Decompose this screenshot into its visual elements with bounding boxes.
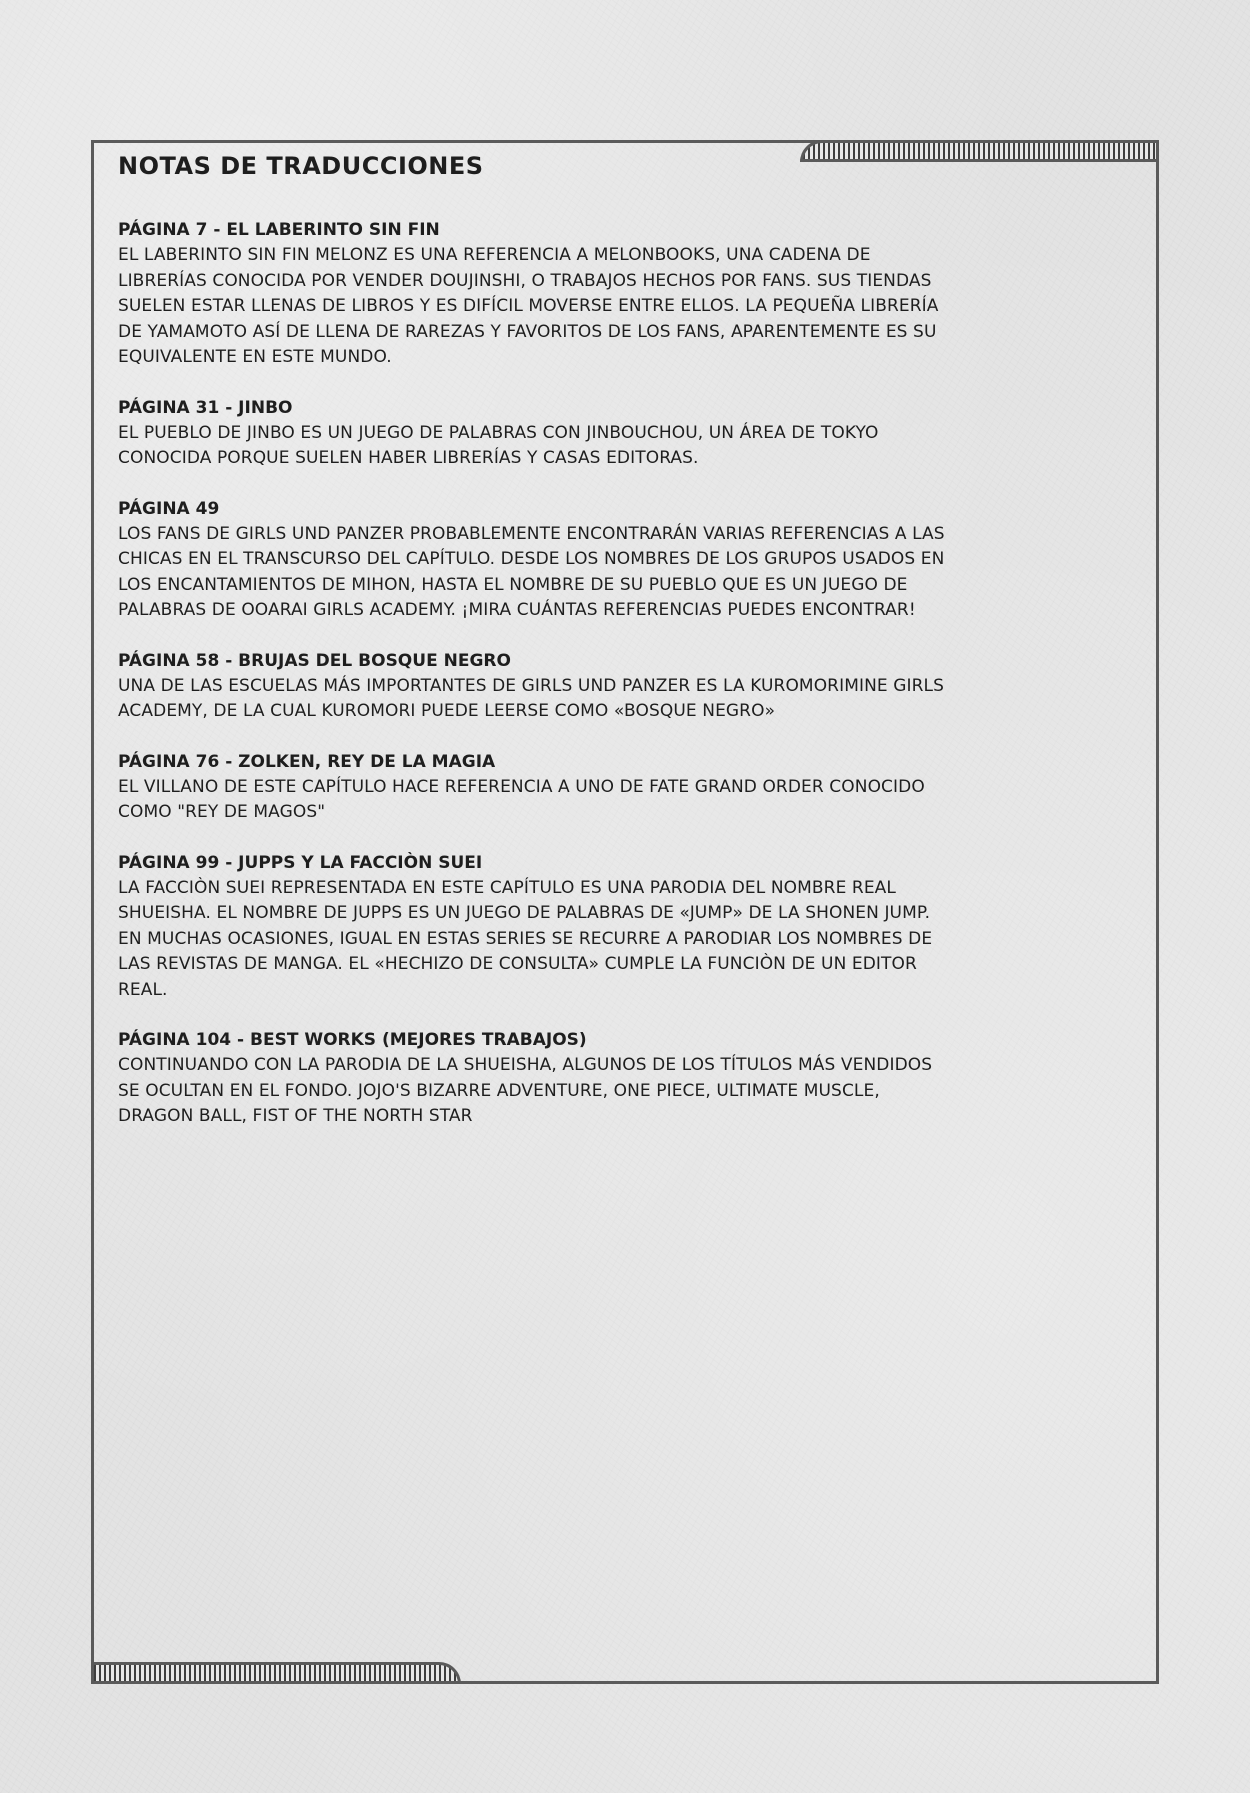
- note-heading: PÁGINA 104 - BEST WORKS (MEJORES TRABAJOS): [118, 1030, 587, 1050]
- notes-content: [118, 150, 958, 1155]
- note-body: LOS FANS DE GIRLS UND PANZER PROBABLEMENTE ENCONTRARÁN VARIAS REFERENCIAS A LAS CHICAS EN EL TRANSCURSO DEL CAPÍTULO. DESDE LOS NOMBRES DE LOS GRUPOS USADOS EN LOS ENCANTAMIENTOS DE MIHON, HASTA EL NOMBRE DE SU PUEBLO QUE ES UN JUEGO DE PALABRAS DE OOARAI GIRLS ACADEMY. ¡MIRA CUÁNTAS REFERENCIAS PUEDES ENCONTRAR!: [118, 523, 945, 620]
- note-heading: PÁGINA 58 - BRUJAS DEL BOSQUE NEGRO: [118, 650, 511, 671]
- note-body: UNA DE LAS ESCUELAS MÁS IMPORTANTES DE GIRLS UND PANZER ES LA KUROMORIMINE GIRLS ACADEMY, DE LA CUAL KUROMORI PUEDE LEERSE COMO «BOSQUE NEGRO»: [118, 675, 944, 721]
- note-heading: PÁGINA 76 - ZOLKEN, REY DE LA MAGIA: [118, 751, 496, 772]
- page-title: NOTAS DE TRADUCCIONES: [118, 152, 484, 180]
- note-page-76: [118, 750, 958, 826]
- note-page-58: [118, 649, 958, 725]
- note-body: EL LABERINTO SIN FIN MELONZ ES UNA REFERENCIA A MELONBOOKS, UNA CADENA DE LIBRERÍAS CONOCIDA POR VENDER DOUJINSHI, O TRABAJOS HECHOS POR FANS. SUS TIENDAS SUELEN ESTAR LLENAS DE LIBROS Y ES DIFÍCIL MOVERSE ENTRE ELLOS. LA PEQUEÑA LIBRERÍA DE YAMAMOTO ASÍ DE LLENA DE RAREZAS Y FAVORITOS DE LOS FANS, APARENTEMENTE ES SU EQUIVALENTE EN ESTE MUNDO.: [118, 245, 939, 367]
- note-heading: PÁGINA 99 - JUPPS Y LA FACCIÒN SUEI: [118, 852, 483, 873]
- note-page-7: [118, 218, 958, 371]
- note-body: CONTINUANDO CON LA PARODIA DE LA SHUEISHA, ALGUNOS DE LOS TÍTULOS MÁS VENDIDOS SE OCULTAN EN EL FONDO. JOJO'S BIZARRE ADVENTURE, ONE PIECE, ULTIMATE MUSCLE, DRAGON BALL, FIST OF THE NORTH STAR: [118, 1055, 933, 1126]
- note-body: EL VILLANO DE ESTE CAPÍTULO HACE REFERENCIA A UNO DE FATE GRAND ORDER CONOCIDO COMO "REY DE MAGOS": [118, 776, 925, 822]
- note-heading: PÁGINA 49: [118, 498, 220, 519]
- note-heading: PÁGINA 31 - JINBO: [118, 397, 293, 418]
- note-body: LA FACCIÒN SUEI REPRESENTADA EN ESTE CAPÍTULO ES UNA PARODIA DEL NOMBRE REAL SHUEISHA. EL NOMBRE DE JUPPS ES UN JUEGO DE PALABRAS DE «JUMP» DE LA SHONEN JUMP. EN MUCHAS OCASIONES, IGUAL EN ESTAS SERIES SE RECURRE A PARODIAR LOS NOMBRES DE LAS REVISTAS DE MANGA. EL «HECHIZO DE CONSULTA» CUMPLE LA FUNCIÒN DE UN EDITOR REAL.: [118, 877, 933, 1000]
- note-body: EL PUEBLO DE JINBO ES UN JUEGO DE PALABRAS CON JINBOUCHOU, UN ÁREA DE TOKYO CONOCIDA PORQUE SUELEN HABER LIBRERÍAS Y CASAS EDITORAS.: [118, 422, 879, 468]
- note-page-31: [118, 396, 958, 472]
- note-page-49: [118, 497, 958, 624]
- note-page-99: [118, 851, 958, 1004]
- note-page-104: [118, 1028, 958, 1130]
- frame-ornament-bottom: [91, 1662, 461, 1684]
- note-heading: PÁGINA 7 - EL LABERINTO SIN FIN: [118, 220, 440, 240]
